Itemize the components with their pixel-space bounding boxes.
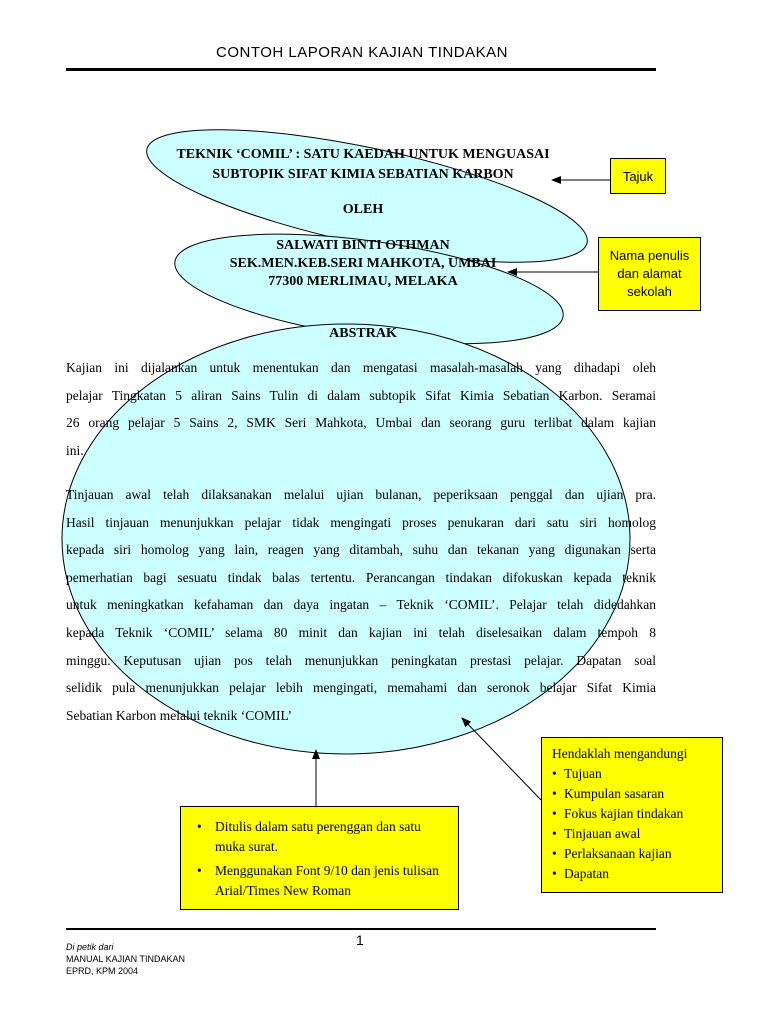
- source-line-1: MANUAL KAJIAN TINDAKAN: [66, 954, 186, 964]
- list-item: • Perlaksanaan kajian: [552, 844, 722, 864]
- list-item: • Dapatan: [552, 864, 722, 884]
- tajuk-label: Tajuk: [622, 168, 654, 184]
- list-item: • Kumpulan sasaran: [552, 784, 722, 804]
- footer-divider: [66, 928, 656, 930]
- author-callout-line: sekolah: [627, 284, 672, 299]
- by-label: OLEH: [342, 202, 384, 217]
- source-label: Di petik dari: [66, 942, 114, 952]
- tajuk-callout: [610, 158, 666, 194]
- paragraph-line: 26 orang pelajar 5 Sains 2, SMK Seri Mahkota, Umbai dan seorang guru terlibat dalam kajian: [66, 415, 656, 431]
- school-name: SEK.MEN.KEB.SERI MAHKOTA, UMBAI: [229, 256, 497, 271]
- paragraph-line: Hasil tinjauan menunjukkan pelajar tidak mengingati proses penukaran dari satu siri homolog: [66, 514, 656, 530]
- paragraph-line: pelajar Tingkatan 5 aliran Sains Tulin di dalam subtopik Sifat Kimia Sebatian Karbon. Seramai: [66, 387, 656, 403]
- content-arrow: [462, 718, 541, 800]
- title-line-2: SUBTOPIK SIFAT KIMIA SEBATIAN KARBON: [212, 167, 514, 182]
- paragraph-line: Kajian ini dijalankan untuk menentukan dan mengatasi masalah-masalah yang dihadapi oleh: [66, 360, 656, 375]
- header-divider: [66, 68, 656, 71]
- list-item: • Menggunakan Font 9/10 dan jenis tulisan Arial/Times New Roman: [191, 861, 448, 901]
- source-line-2: EPRD, KPM 2004: [66, 966, 139, 976]
- content-list: [552, 764, 722, 884]
- abstract-heading: ABSTRAK: [329, 326, 397, 341]
- paragraph-line: selidik pula menunjukkan pelajar lebih mengingati, memahami dan seronok belajar Sifat Kimia: [66, 680, 656, 696]
- list-item: • Fokus kajian tindakan: [552, 804, 722, 824]
- paragraph-line: kepada siri homolog yang lain, reagen yang ditambah, suhu dan tekanan yang digunakan serta: [66, 542, 656, 558]
- paragraph-line: pemerhatian bagi sesuatu tindak balas tertentu. Perancangan tindakan difokuskan kepada teknik: [66, 569, 656, 585]
- paragraph-line: minggu. Keputusan ujian pos telah menunjukkan peningkatan prestasi pelajar. Dapatan soal: [66, 652, 656, 668]
- paragraph-line: Tinjauan awal telah dilaksanakan melalui ujian bulanan, peperiksaan penggal dan ujian pra.: [66, 487, 656, 502]
- content-requirements-callout: [541, 737, 723, 893]
- format-list: [191, 817, 448, 901]
- paragraph-line: Sebatian Karbon melalui teknik ‘COMIL’: [66, 707, 292, 723]
- author-callout: [598, 237, 701, 311]
- list-item: • Tujuan: [552, 764, 722, 784]
- paragraph-line: untuk meningkatkan kefahaman dan daya ingatan – Teknik ‘COMIL’. Pelajar telah didedahkan: [66, 597, 656, 613]
- list-item: • Ditulis dalam satu perenggan dan satu muka surat.: [191, 817, 448, 857]
- paragraph-line: ini.: [66, 442, 84, 458]
- author-callout-line: Nama penulis: [609, 248, 690, 263]
- paragraph-line: kepada Teknik ‘COMIL’ selama 80 minit dan kajian ini telah diselesaikan dalam tempoh 8: [66, 625, 656, 640]
- author-callout-line: dan alamat: [617, 266, 682, 281]
- format-requirements-callout: [180, 806, 459, 910]
- title-line-1: TEKNIK ‘COMIL’ : SATU KAEDAH UNTUK MENGUASAI: [176, 147, 550, 162]
- author-name: SALWATI BINTI OTHMAN: [276, 238, 450, 253]
- school-address: 77300 MERLIMAU, MELAKA: [268, 274, 458, 289]
- content-callout-heading: Hendaklah mengandungi: [552, 746, 688, 761]
- page-header-title: CONTOH LAPORAN KAJIAN TINDAKAN: [215, 44, 508, 61]
- list-item: • Tinjauan awal: [552, 824, 722, 844]
- page-number: 1: [356, 932, 364, 948]
